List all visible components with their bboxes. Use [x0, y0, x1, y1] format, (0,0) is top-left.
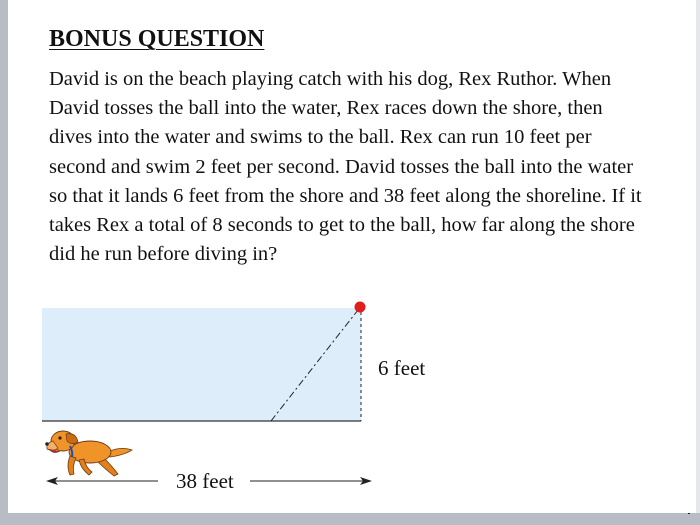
ball: [355, 302, 366, 313]
water-region: [42, 308, 361, 421]
problem-text: David is on the beach playing catch with his dog, Rex Ruthor. When David tosses the ball into the water, Rex races down the shore, then dives into the water and swims to the ball. Rex can run 10 feet per second and swim 2 feet per second. David tosses the ball into the water so that it lands 6 feet from the shore and 38 feet along the shoreline. If it takes Rex a total of 8 seconds to get to the ball, how far along the shore did he run before diving in?: [49, 68, 642, 266]
six-feet-label: 6 feet: [378, 356, 426, 380]
running-dog-illustration: [45, 431, 132, 476]
thirty-eight-feet-label: 38 feet: [176, 469, 234, 493]
slide-heading: BONUS QUESTION: [49, 26, 265, 52]
